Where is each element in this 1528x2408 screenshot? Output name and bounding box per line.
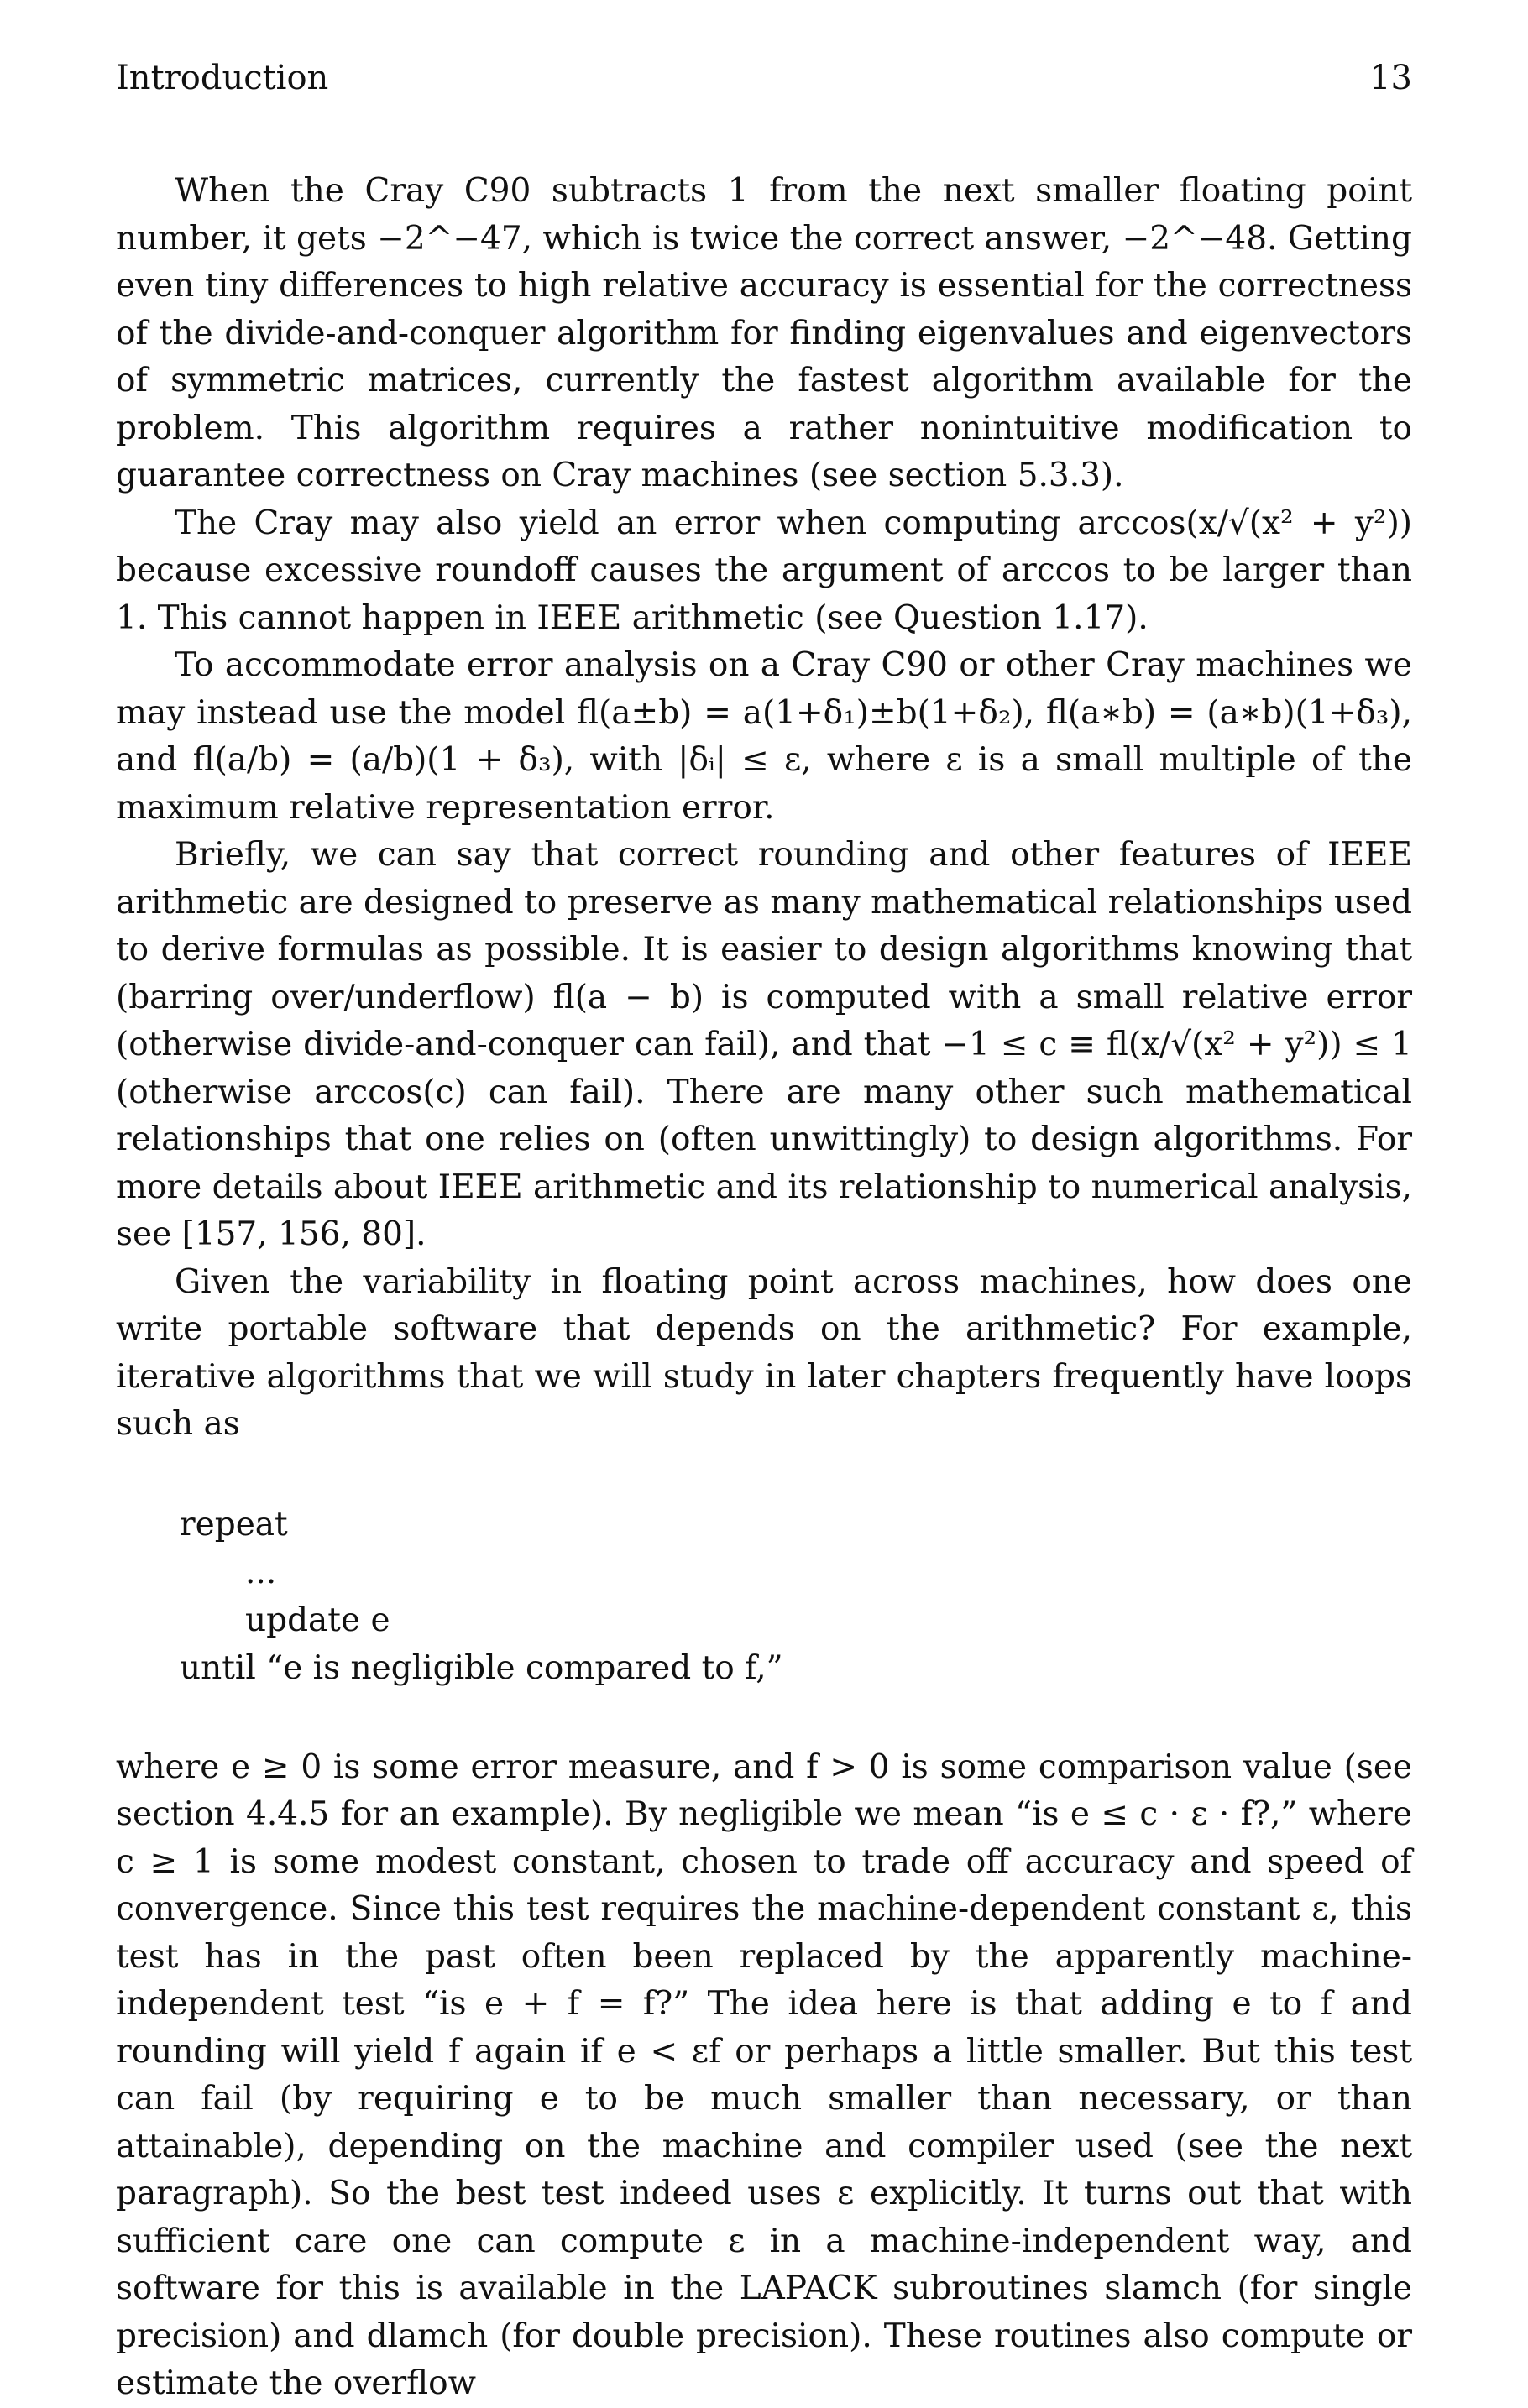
paragraph-cray-subtraction: When the Cray C90 subtracts 1 from the next smaller floating point number, it gets −2^−47, which is twice the correct answer, −2^−48. Getting even tiny differences to high relative accuracy is essential for the correctness of the divide-and-conquer algorithm for finding eigenvalues and eigenvectors of symmetric matrices, currently the fastest algorithm available for the problem. This algorithm requires a rather nonintuitive modification to guarantee correctness on Cray machines (see section 5.3.3). [116,172,1412,494]
paragraph-ieee-relationships: Briefly, we can say that correct rounding and other features of IEEE arithmetic are designed to preserve as many mathematical relationships used to derive formulas as possible. It is easier to design algorithms knowing that (barring over/underflow) fl(a − b) is computed with a small relative error (otherwise divide-and-conquer can fail), and that −1 ≤ c ≡ fl(x/√(x² + y²)) ≤ 1 (otherwise arccos(c) can fail). There are many other such mathematical relationships that one relies on (often unwittingly) to design algorithms. For more details about IEEE arithmetic and its relationship to numerical analysis, see [157, 156, 80]. [116,836,1413,1253]
algo-line-update: update e [245,1601,390,1639]
running-title: Introduction [116,59,329,97]
paragraph-negligible-test: where e ≥ 0 is some error measure, and f > 0 is some comparison value (see section 4.4.5 for an example). By negligible we mean “is e ≤ c · ε · f?,” where c ≥ 1 is some modest constant, chosen to trade off accuracy and speed of convergence. Since this test requires the machine-dependent constant ε, this test has in the past often been replaced by the apparently machine-independent test “is e + f = f?” The idea here is that adding e to f and rounding will yield f again if e < εf or perhaps a little smaller. But this test can fail (by requiring e to be much smaller than necessary, or than attainable), depending on the machine and compiler used (see the next paragraph). So the best test indeed uses ε explicitly. It turns out that with sufficient care one can compute ε in a machine-independent way, and software for this is available in the LAPACK subroutines slamch (for single precision) and dlamch (for double precision). These routines also compute or estimate the overflow [116,1747,1412,2402]
page-header [116,59,1412,106]
page-number: 13 [1369,59,1412,97]
paragraph-portable-software: Given the variability in floating point across machines, how does one write portable software that depends on the arithmetic? For example, iterative algorithms that we will study in later chapters frequently have loops such as [116,1262,1412,1443]
body-text [116,168,1412,2408]
paragraph-error-model: To accommodate error analysis on a Cray C90 or other Cray machines we may instead use the model fl(a±b) = a(1+δ₁)±b(1+δ₂), fl(a∗b) = (a∗b)(1+δ₃), and fl(a/b) = (a/b)(1 + δ₃), with |δᵢ| ≤ ε, where ε is a small multiple of the maximum relative representation error. [116,646,1412,827]
algo-line-repeat: repeat [180,1505,288,1544]
paragraph-arccos-error: The Cray may also yield an error when computing arccos(x/√(x² + y²)) because excessive roundoff causes the argument of arccos to be larger than 1. This cannot happen in IEEE arithmetic (see Question 1.17). [116,504,1412,637]
algorithm-loop [180,1501,1412,1692]
algo-line-until: until “e is negligible compared to f,” [180,1648,783,1687]
algo-line-ellipsis: ... [245,1553,277,1591]
